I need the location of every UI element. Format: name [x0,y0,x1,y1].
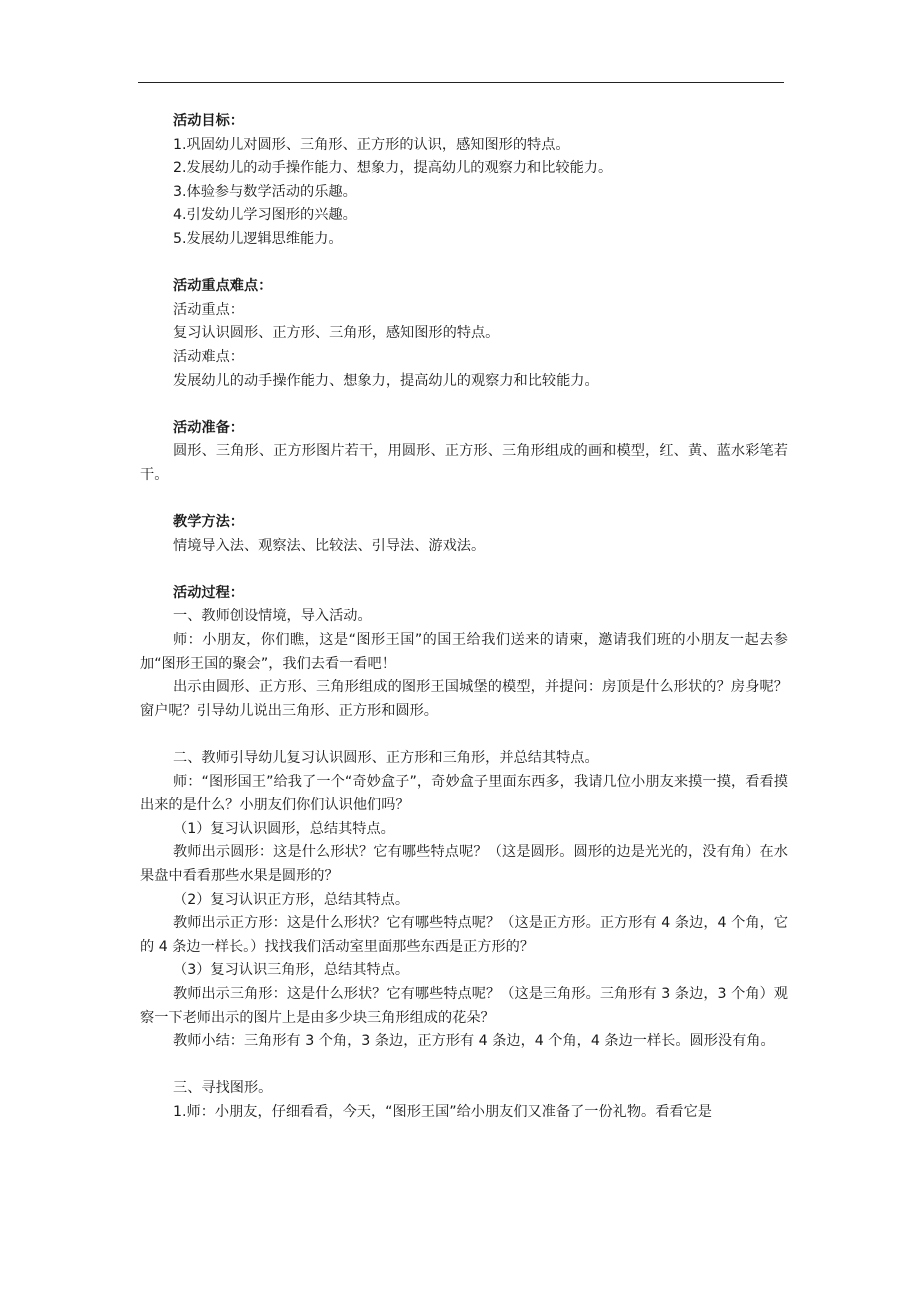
process-paragraph: （1）复习认识圆形，总结其特点。 [173,820,395,837]
goal-item: 3.体验参与数学活动的乐趣。 [173,183,357,200]
focus-difficulty-label: 活动难点： [173,348,244,365]
goal-item: 2.发展幼儿的动手操作能力、想象力，提高幼儿的观察力和比较能力。 [173,160,613,177]
section-heading-process: 活动过程： [173,584,244,601]
goal-item: 4.引发幼儿学习图形的兴趣。 [173,207,357,224]
focus-key-label: 活动重点： [173,301,244,318]
section-heading-goals: 活动目标： [173,113,244,129]
process-paragraph: 出示由圆形、正方形、三角形组成的图形王国城堡的模型，并提问：房顶是什么形状的？房身呢？窗户呢？引导幼儿说出三角形、正方形和圆形。 [140,679,788,719]
process-paragraph: 师：“图形国王”给我了一个“奇妙盒子”，奇妙盒子里面东西多，我请几位小朋友来摸一摸，看看摸出来的是什么？小朋友们你们认识他们吗？ [140,773,788,814]
process-paragraph: 教师出示圆形：这是什么形状？它有哪些特点呢？（这是圆形。圆形的边是光光的，没有角）在水果盘中看看那些水果是圆形的？ [140,844,788,884]
section-heading-methods: 教学方法： [173,514,244,531]
section-heading-prep: 活动准备： [173,419,244,436]
document-body [140,110,788,1125]
header-rule [138,82,784,83]
focus-key-text: 复习认识圆形、正方形、三角形，感知图形的特点。 [173,325,500,342]
goal-item: 5.发展幼儿逻辑思维能力。 [173,230,343,247]
process-paragraph: 一、教师创设情境，导入活动。 [173,608,372,625]
methods-text: 情境导入法、观察法、比较法、引导法、游戏法。 [173,537,486,554]
process-paragraph: 教师小结：三角形有 3 个角，3 条边，正方形有 4 条边，4 个角，4 条边一样长。圆形没有角。 [173,1033,775,1050]
process-paragraph: 师：小朋友，你们瞧，这是“图形王国”的国王给我们送来的请柬，邀请我们班的小朋友一起去参加“图形王国的聚会”，我们去看一看吧！ [140,632,788,672]
process-paragraph: 三、寻找图形。 [173,1080,273,1097]
process-paragraph: 教师出示三角形：这是什么形状？它有哪些特点呢？（这是三角形。三角形有 3 条边，3 个角）观察一下老师出示的图片上是由多少块三角形组成的花朵？ [140,985,788,1026]
goal-item: 1.巩固幼儿对圆形、三角形、正方形的认识，感知图形的特点。 [173,136,570,153]
process-paragraph: 教师出示正方形：这是什么形状？它有哪些特点呢？（这是正方形。正方形有 4 条边，4 个角，它的 4 条边一样长。）找找我们活动室里面那些东西是正方形的？ [140,915,788,955]
process-paragraph: （3）复习认识三角形，总结其特点。 [173,962,410,979]
process-paragraph: 二、教师引导幼儿复习认识圆形、正方形和三角形，并总结其特点。 [173,750,599,767]
prep-text: 圆形、三角形、正方形图片若干，用圆形、正方形、三角形组成的画和模型，红、黄、蓝水彩笔若干。 [140,443,788,483]
section-heading-focus: 活动重点难点： [173,278,273,295]
focus-difficulty-text: 发展幼儿的动手操作能力、想象力，提高幼儿的观察力和比较能力。 [173,372,599,389]
process-paragraph: 1.师：小朋友，仔细看看，今天，“图形王国”给小朋友们又准备了一份礼物。看看它是 [173,1103,712,1120]
process-paragraph: （2）复习认识正方形，总结其特点。 [173,891,410,908]
